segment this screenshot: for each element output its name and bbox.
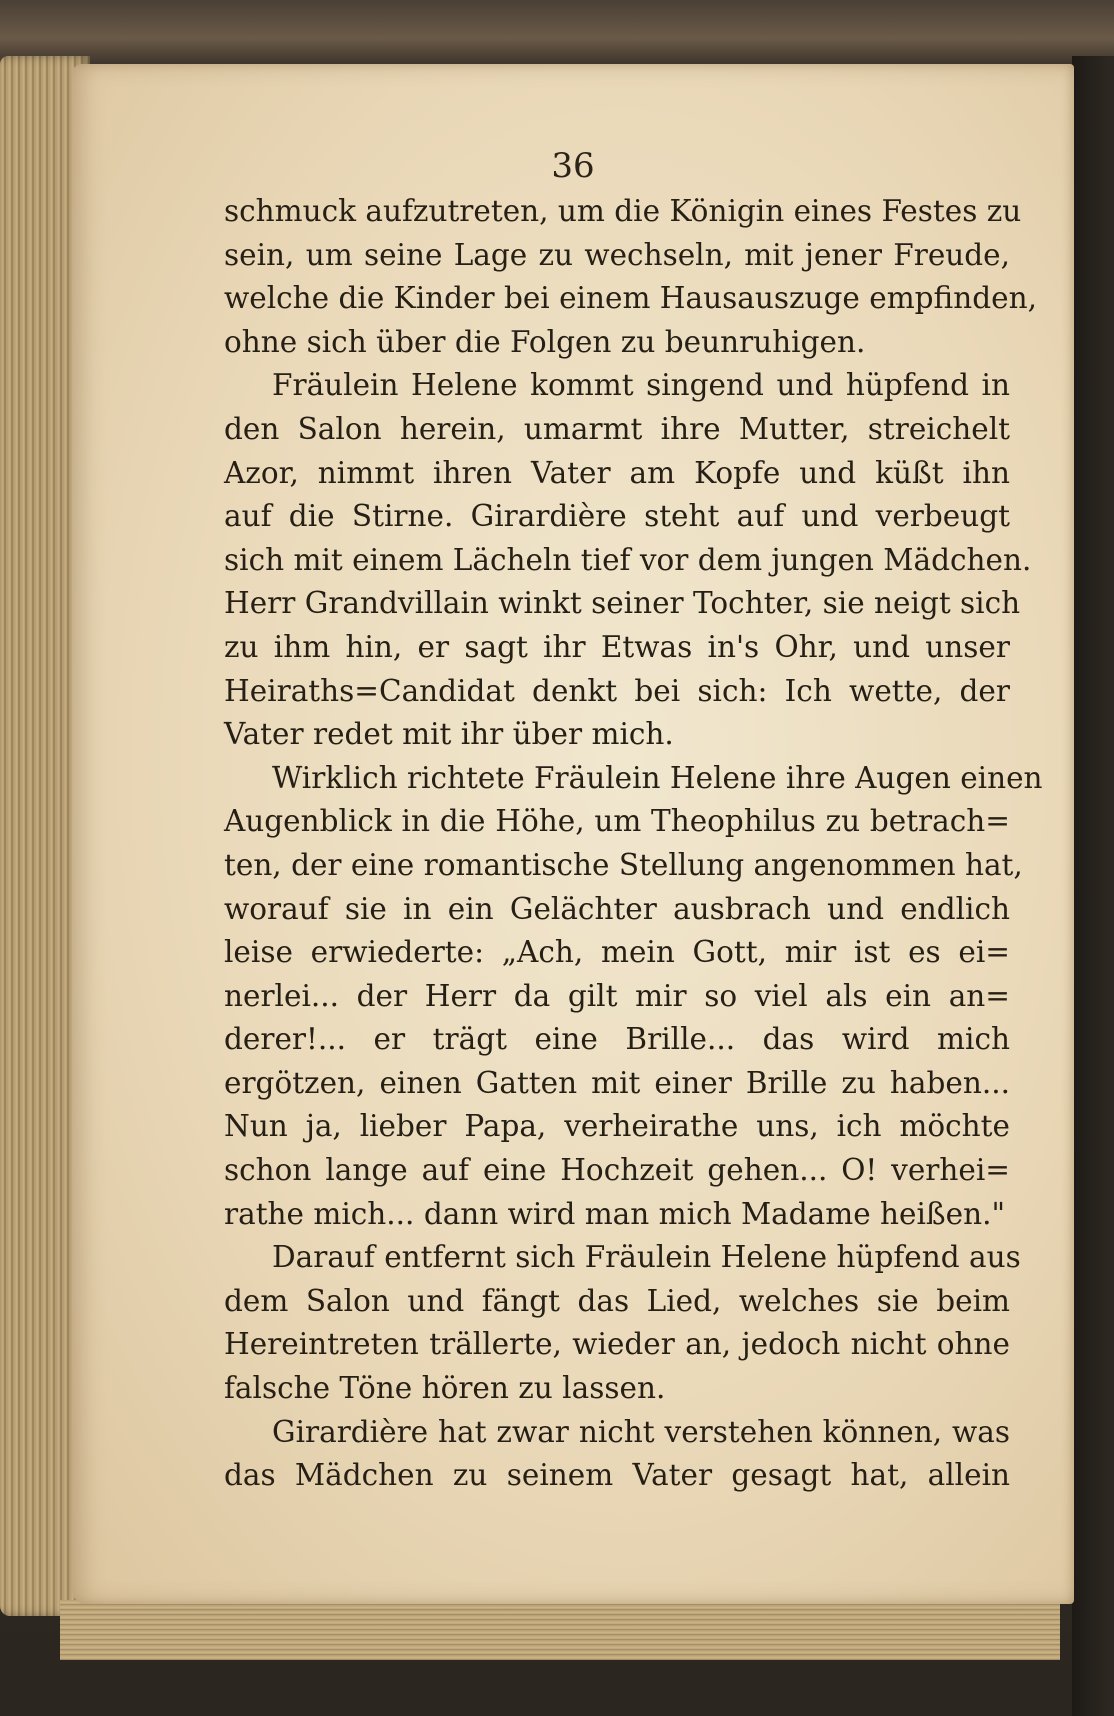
text-line: Vater redet mit ihr über mich. [224,717,674,752]
page-number: 36 [551,146,595,186]
paragraph-start: Wirklich richtete Fräulein Helene ihre Augen einen [272,760,1043,795]
text-line: worauf sie in ein Gelächter ausbrach und endlich [224,891,1010,926]
text-line: Herr Grandvillain winkt seiner Tochter, sie neigt sich [224,586,1021,621]
text-line: welche die Kinder bei einem Hausauszuge empfinden, [224,281,1037,316]
book-page [72,64,1074,1604]
text-line: falsche Töne hören zu lassen. [224,1371,666,1406]
text-line: den Salon herein, umarmt ihre Mutter, streichelt [224,411,1010,446]
text-line: ten, der eine romantische Stellung angenommen hat, [224,847,1023,882]
text-line: nerlei... der Herr da gilt mir so viel als ein an= [224,978,1010,1013]
text-line: Heiraths=Candidat denkt bei sich: Ich wette, der [224,673,1010,708]
text-line: Hereintreten trällerte, wieder an, jedoch nicht ohne [224,1327,1010,1362]
text-line: rathe mich... dann wird man mich Madame heißen." [224,1196,1006,1231]
text-line: dem Salon und fängt das Lied, welches sie beim [224,1283,1010,1318]
text-line: derer!... er trägt eine Brille... das wird mich [224,1022,1010,1057]
text-line: das Mädchen zu seinem Vater gesagt hat, allein [224,1458,1010,1493]
body-text [224,190,1043,1498]
text-line: auf die Stirne. Girardière steht auf und verbeugt [224,499,1010,534]
text-line: schmuck aufzutreten, um die Königin eines Festes zu [224,194,1022,228]
text-line: leise erwiederte: „Ach, mein Gott, mir ist es ei= [224,935,1010,970]
text-line: sich mit einem Lächeln tief vor dem jungen Mädchen. [224,542,1032,577]
text-line: zu ihm hin, er sagt ihr Etwas in's Ohr, und unser [224,629,1010,664]
text-line: sein, um seine Lage zu wechseln, mit jener Freude, [224,237,1010,272]
text-line: ergötzen, einen Gatten mit einer Brille zu haben... [224,1065,1010,1100]
paragraph-start: Girardière hat zwar nicht verstehen können, was [272,1414,1010,1449]
text-line: Augenblick in die Höhe, um Theophilus zu betrach= [224,804,1010,839]
paragraph-start: Fräulein Helene kommt singend und hüpfend in [272,368,1010,403]
text-line: Nun ja, lieber Papa, verheirathe uns, ich möchte [224,1109,1010,1144]
cover-board [1072,56,1114,1716]
text-line: ohne sich über die Folgen zu beunruhigen. [224,324,866,359]
paragraph-start: Darauf entfernt sich Fräulein Helene hüpfend aus [272,1240,1021,1275]
text-line: Azor, nimmt ihren Vater am Kopfe und küßt ihn [224,455,1010,490]
text-line: schon lange auf eine Hochzeit gehen... O! verhei= [224,1153,1010,1188]
page-stack-bottom [60,1600,1060,1660]
book-binding-top [0,0,1114,64]
